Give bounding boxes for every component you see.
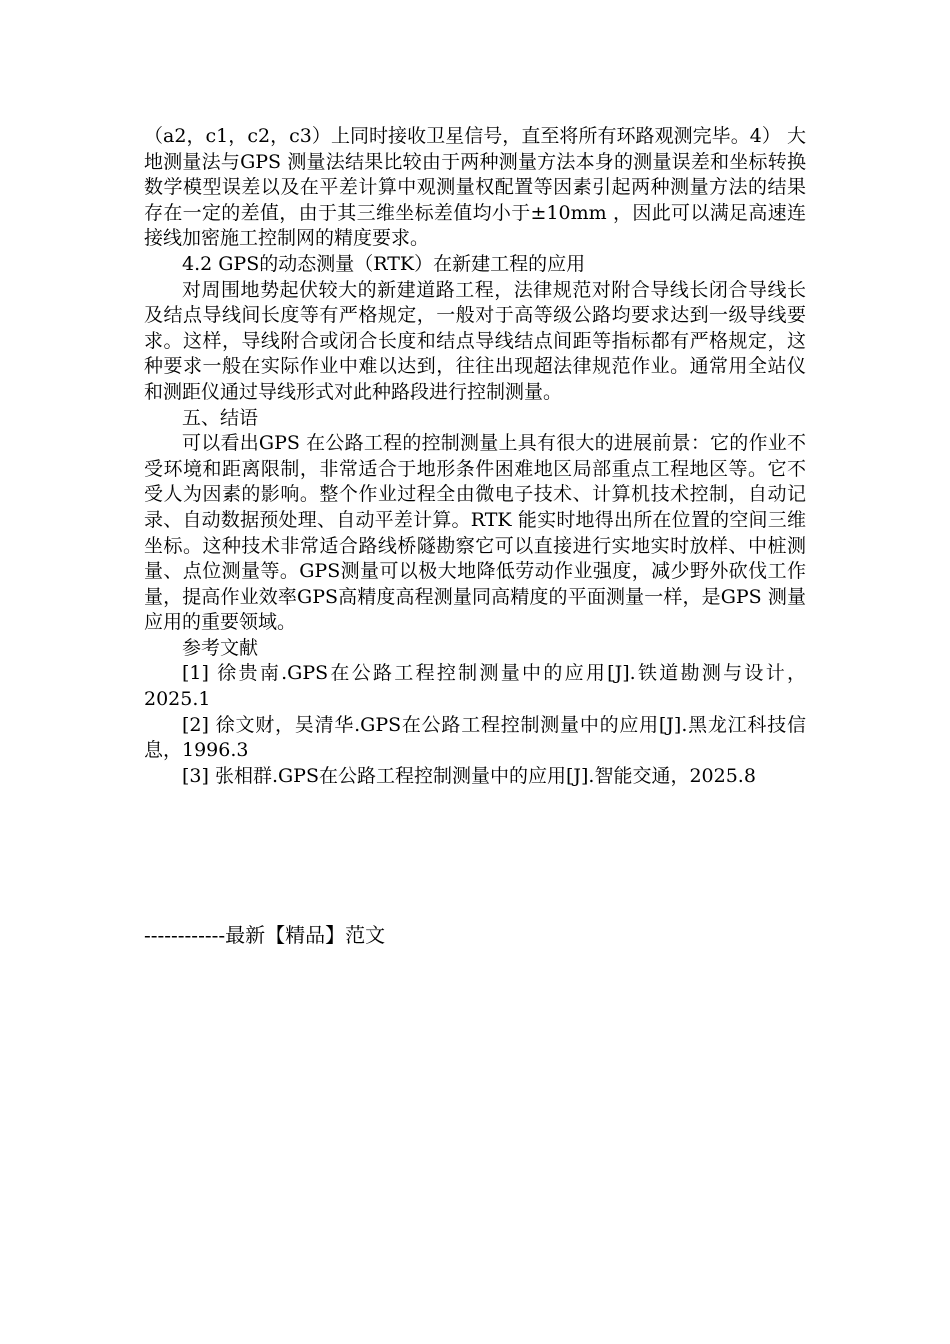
paragraph-survey-comparison: （a2，c1，c2，c3）上同时接收卫星信号，直至将所有环路观测完毕。4） 大地测量法与GPS 测量法结果比较由于两种测量方法本身的测量误差和坐标转换数学模型误差以及在平差计算中观测量权配置等因素引起两种测量方法的结果存在一定的差值，由于其三维坐标差值均小于±10mm ，因此可以满足高速连接线加密施工控制网的精度要求。 — [144, 125, 806, 250]
document-body — [144, 124, 806, 789]
reference-item-2: [2] 徐文财，吴清华.GPS在公路工程控制测量中的应用[J].黑龙江科技信息，1996.3 — [144, 713, 806, 762]
reference-item-3: [3] 张相群.GPS在公路工程控制测量中的应用[J].智能交通，2025.8 — [182, 764, 756, 787]
footer-tagline: ------------最新【精品】范文 — [144, 923, 386, 947]
paragraph-conclusion: 可以看出GPS 在公路工程的控制测量上具有很大的进展前景：它的作业不受环境和距离限制，非常适合于地形条件困难地区局部重点工程地区等。它不受人为因素的影响。整个作业过程全由微电子技术、计算机技术控制，自动记录、自动数据预处理、自动平差计算。RTK 能实时地得出所在位置的空间三维坐标。这种技术非常适合路线桥隧勘察它可以直接进行实地实时放样、中桩测量、点位测量等。GPS测量可以极大地降低劳动作业强度，减少野外砍伐工作量，提高作业效率GPS高精度高程测量同高精度的平面测量一样，是GPS 测量应用的重要领域。 — [144, 432, 806, 634]
section-heading-rtk: 4.2 GPS的动态测量（RTK）在新建工程的应用 — [182, 252, 586, 275]
section-heading-conclusion: 五、结语 — [182, 406, 259, 429]
reference-item-1: [1] 徐贵南.GPS在公路工程控制测量中的应用[J].铁道勘测与设计，2025.1 — [144, 662, 806, 711]
section-heading-references: 参考文献 — [182, 636, 259, 659]
paragraph-rtk-application: 对周围地势起伏较大的新建道路工程，法律规范对附合导线长闭合导线长及结点导线间长度等有严格规定，一般对于高等级公路均要求达到一级导线要求。这样，导线附合或闭合长度和结点导线结点间距等指标都有严格规定，这种要求一般在实际作业中难以达到，往往出现超法律规范作业。通常用全站仪和测距仪通过导线形式对此种路段进行控制测量。 — [144, 278, 806, 403]
